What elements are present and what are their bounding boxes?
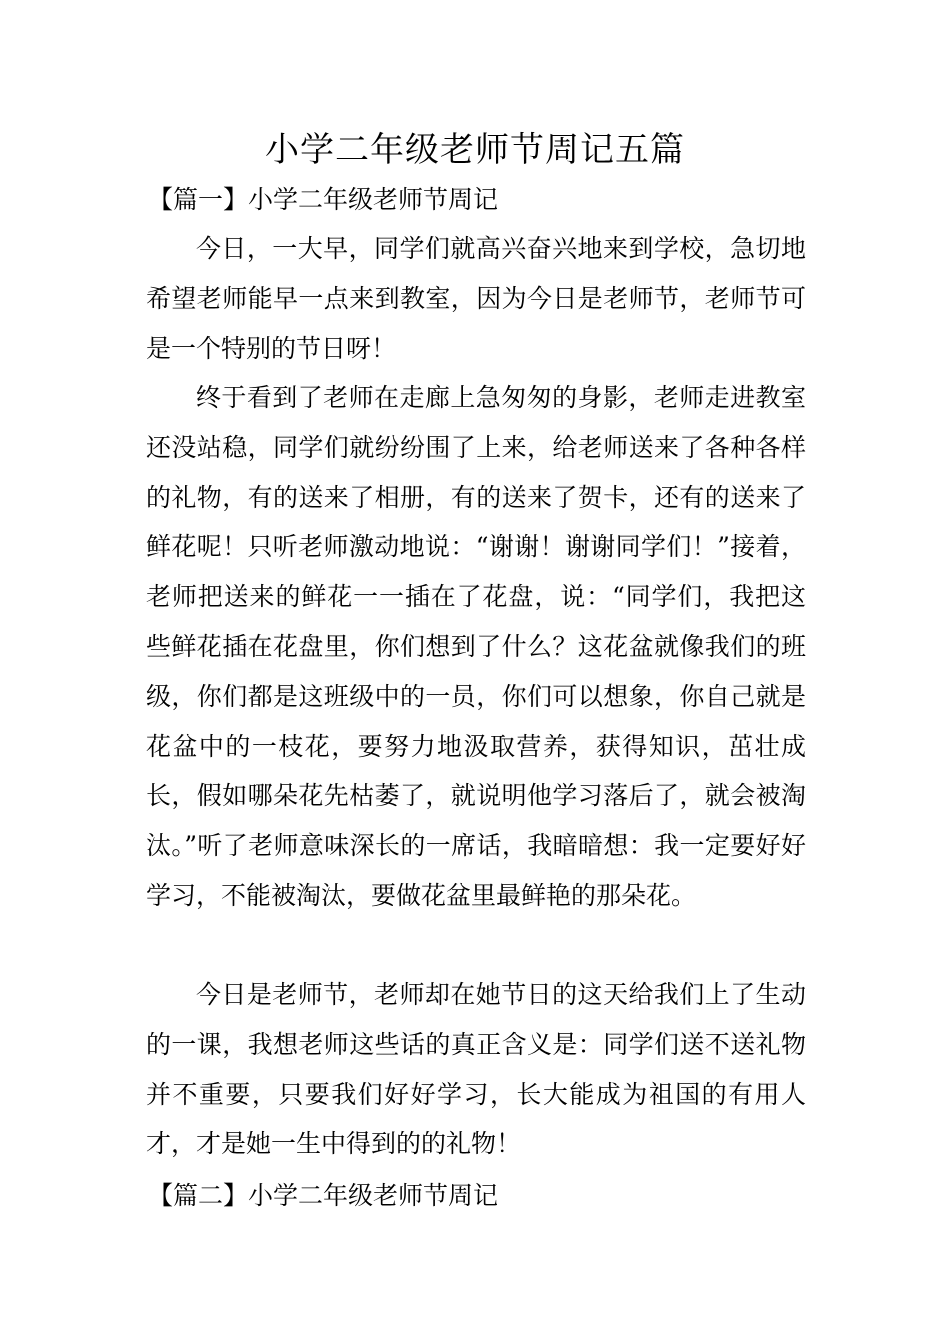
paragraph-1: 今日，一大早，同学们就高兴奋兴地来到学校，急切地希望老师能早一点来到教室，因为今日是老师节，老师节可是一个特别的节日呀！ [146,234,806,363]
section-heading-2: 【篇二】小学二年级老师节周记 [148,1181,499,1210]
paragraph-3: 今日是老师节，老师却在她节日的这天给我们上了生动的一课，我想老师这些话的真正含义是：同学们送不送礼物并不重要，只要我们好好学习，长大能成为祖国的有用人才，才是她一生中得到的的礼物！ [146,980,806,1159]
paragraph-2: 终于看到了老师在走廊上急匆匆的身影，老师走进教室还没站稳，同学们就纷纷围了上来，给老师送来了各种各样的礼物，有的送来了相册，有的送来了贺卡，还有的送来了鲜花呢！只听老师激动地说：“谢谢！谢谢同学们！”接着，老师把送来的鲜花一一插在了花盘，说：“同学们，我把这些鲜花插在花盘里，你们想到了什么？这花盆就像我们的班级，你们都是这班级中的一员，你们可以想象，你自己就是花盆中的一枝花，要努力地汲取营养，获得知识，茁壮成长，假如哪朵花先枯萎了，就说明他学习落后了，就会被淘汰。”听了老师意味深长的一席话，我暗暗想：我一定要好好学习，不能被淘汰，要做花盆里最鲜艳的那朵花。 [146,383,806,910]
document-title: 小学二年级老师节周记五篇 [265,130,685,170]
section-heading-1: 【篇一】小学二年级老师节周记 [148,185,499,214]
